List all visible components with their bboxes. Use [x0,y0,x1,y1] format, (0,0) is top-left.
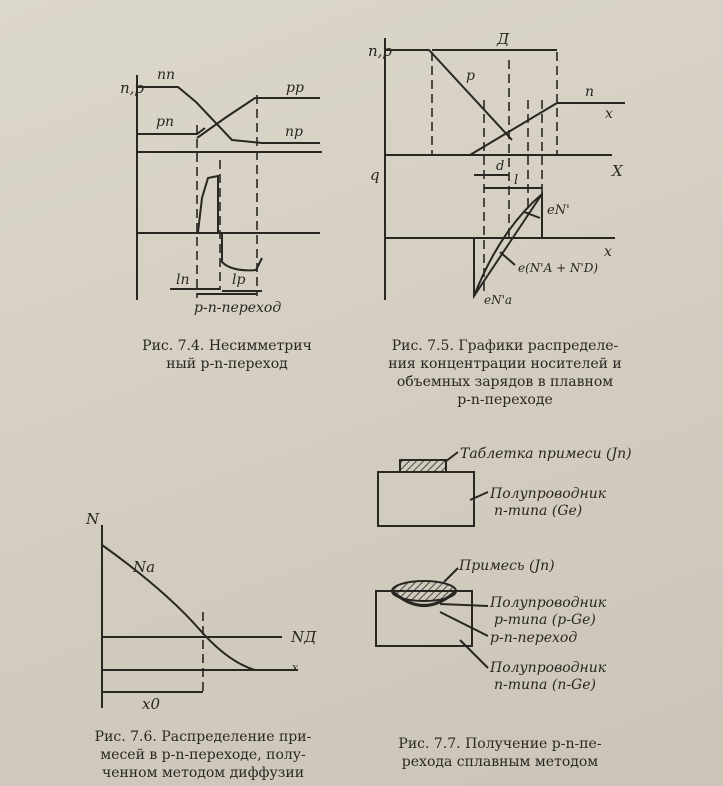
fig77-impurity-label: Примесь (Jn) [459,558,555,574]
fig77-caption-line2: рехода сплавным методом [401,754,599,770]
fig76-N-label: N [86,510,100,528]
fig74-positive-charge [198,176,218,232]
fig74-ln-label: ln [176,272,190,288]
fig75-p-label: p [466,68,475,84]
fig76-caption-line1: Рис. 7.6. Распределение при- [94,729,312,745]
fig76-caption-line3: ченном методом диффузии [101,765,305,781]
fig77-semi-p-leader [440,604,488,606]
fig77-top-block [378,472,474,526]
fig77-caption [365,735,635,771]
fig77-semi-n-bottom-line1: Полупроводник [490,660,607,676]
fig75-eN-right-label: eN' [547,203,570,218]
fig76-Na-label: Na [133,558,156,576]
figure-7-5 [368,30,625,307]
fig77-semi-n-top-line2: n-типа (Ge) [494,503,583,519]
fig74-lp-label: lp [232,272,246,288]
fig75-eN-left-label: eN'a [484,293,513,307]
fig75-axis-label: n,p [368,42,393,60]
fig75-eN-sum-label: e(N'A + N'D) [518,261,599,275]
fig76-x-label: x [292,661,299,674]
fig75-n-label: n [585,84,595,100]
fig76-curve-Na [102,545,255,670]
fig75-D-label: Д [497,30,510,48]
fig74-negative-charge [222,234,262,270]
fig75-sum-leader [500,252,515,265]
fig77-tablet-leader [445,452,458,462]
fig75-caption-line1: Рис. 7.5. Графики распределе- [391,338,619,354]
figure-7-6 [85,510,317,713]
fig77-semi-p-line2: p-типа (p-Ge) [494,612,596,628]
fig76-Nd-label: NД [291,628,317,646]
fig77-semi-p-line1: Полупроводник [490,595,607,611]
fig76-x0-label: x0 [142,695,161,713]
fig74-pp-label: pp [286,80,304,96]
fig77-tablet [400,460,446,472]
fig77-impurity-leader [444,568,458,582]
fig76-caption [68,728,338,782]
fig77-semi-n-bottom-leader [460,640,488,668]
fig77-tablet-label: Таблетка примеси (Jn) [460,446,632,462]
fig74-np-label: np [285,124,303,140]
fig77-junction-label: p-n-переход [490,630,578,646]
fig74-junction-label: p-n-переход [194,300,282,316]
fig75-x-upper-label: x [605,106,613,122]
fig77-semi-n-top-leader [470,492,488,500]
fig74-caption-line1: Рис. 7.4. Несимметрич [142,338,312,354]
fig75-caption-line4: p-n-переходе [457,392,553,408]
fig74-caption [112,337,342,373]
fig75-d-label: d [496,159,505,174]
fig76-caption-line2: месей в p-n-переходе, полу- [100,747,306,763]
fig77-caption-line1: Рис. 7.7. Получение p-n-пе- [398,736,602,752]
fig75-x-lower-label: x [604,244,612,260]
fig75-curve-p [385,50,512,140]
fig74-nn-label: nn [157,67,176,83]
fig77-semi-n-bottom-line2: n-типа (n-Ge) [494,677,596,693]
figure-7-7 [376,446,632,693]
fig74-caption-line2: ный p-n-переход [166,356,288,372]
fig75-caption-line3: объемных зарядов в плавном [396,374,614,390]
fig75-curve-n [470,103,625,155]
fig77-semi-n-top-line1: Полупроводник [490,486,607,502]
fig75-q-label: q [370,166,380,184]
fig75-caption [360,337,650,409]
fig75-l-label: l [514,173,519,188]
fig75-caption-line2: ния концентрации носителей и [388,356,622,372]
fig77-junction-leader [440,612,488,636]
figure-7-4 [120,67,322,316]
fig74-pn-label: pn [156,114,174,130]
fig74-axis-label: n,p [120,79,145,97]
fig75-X-label: X [612,162,623,180]
